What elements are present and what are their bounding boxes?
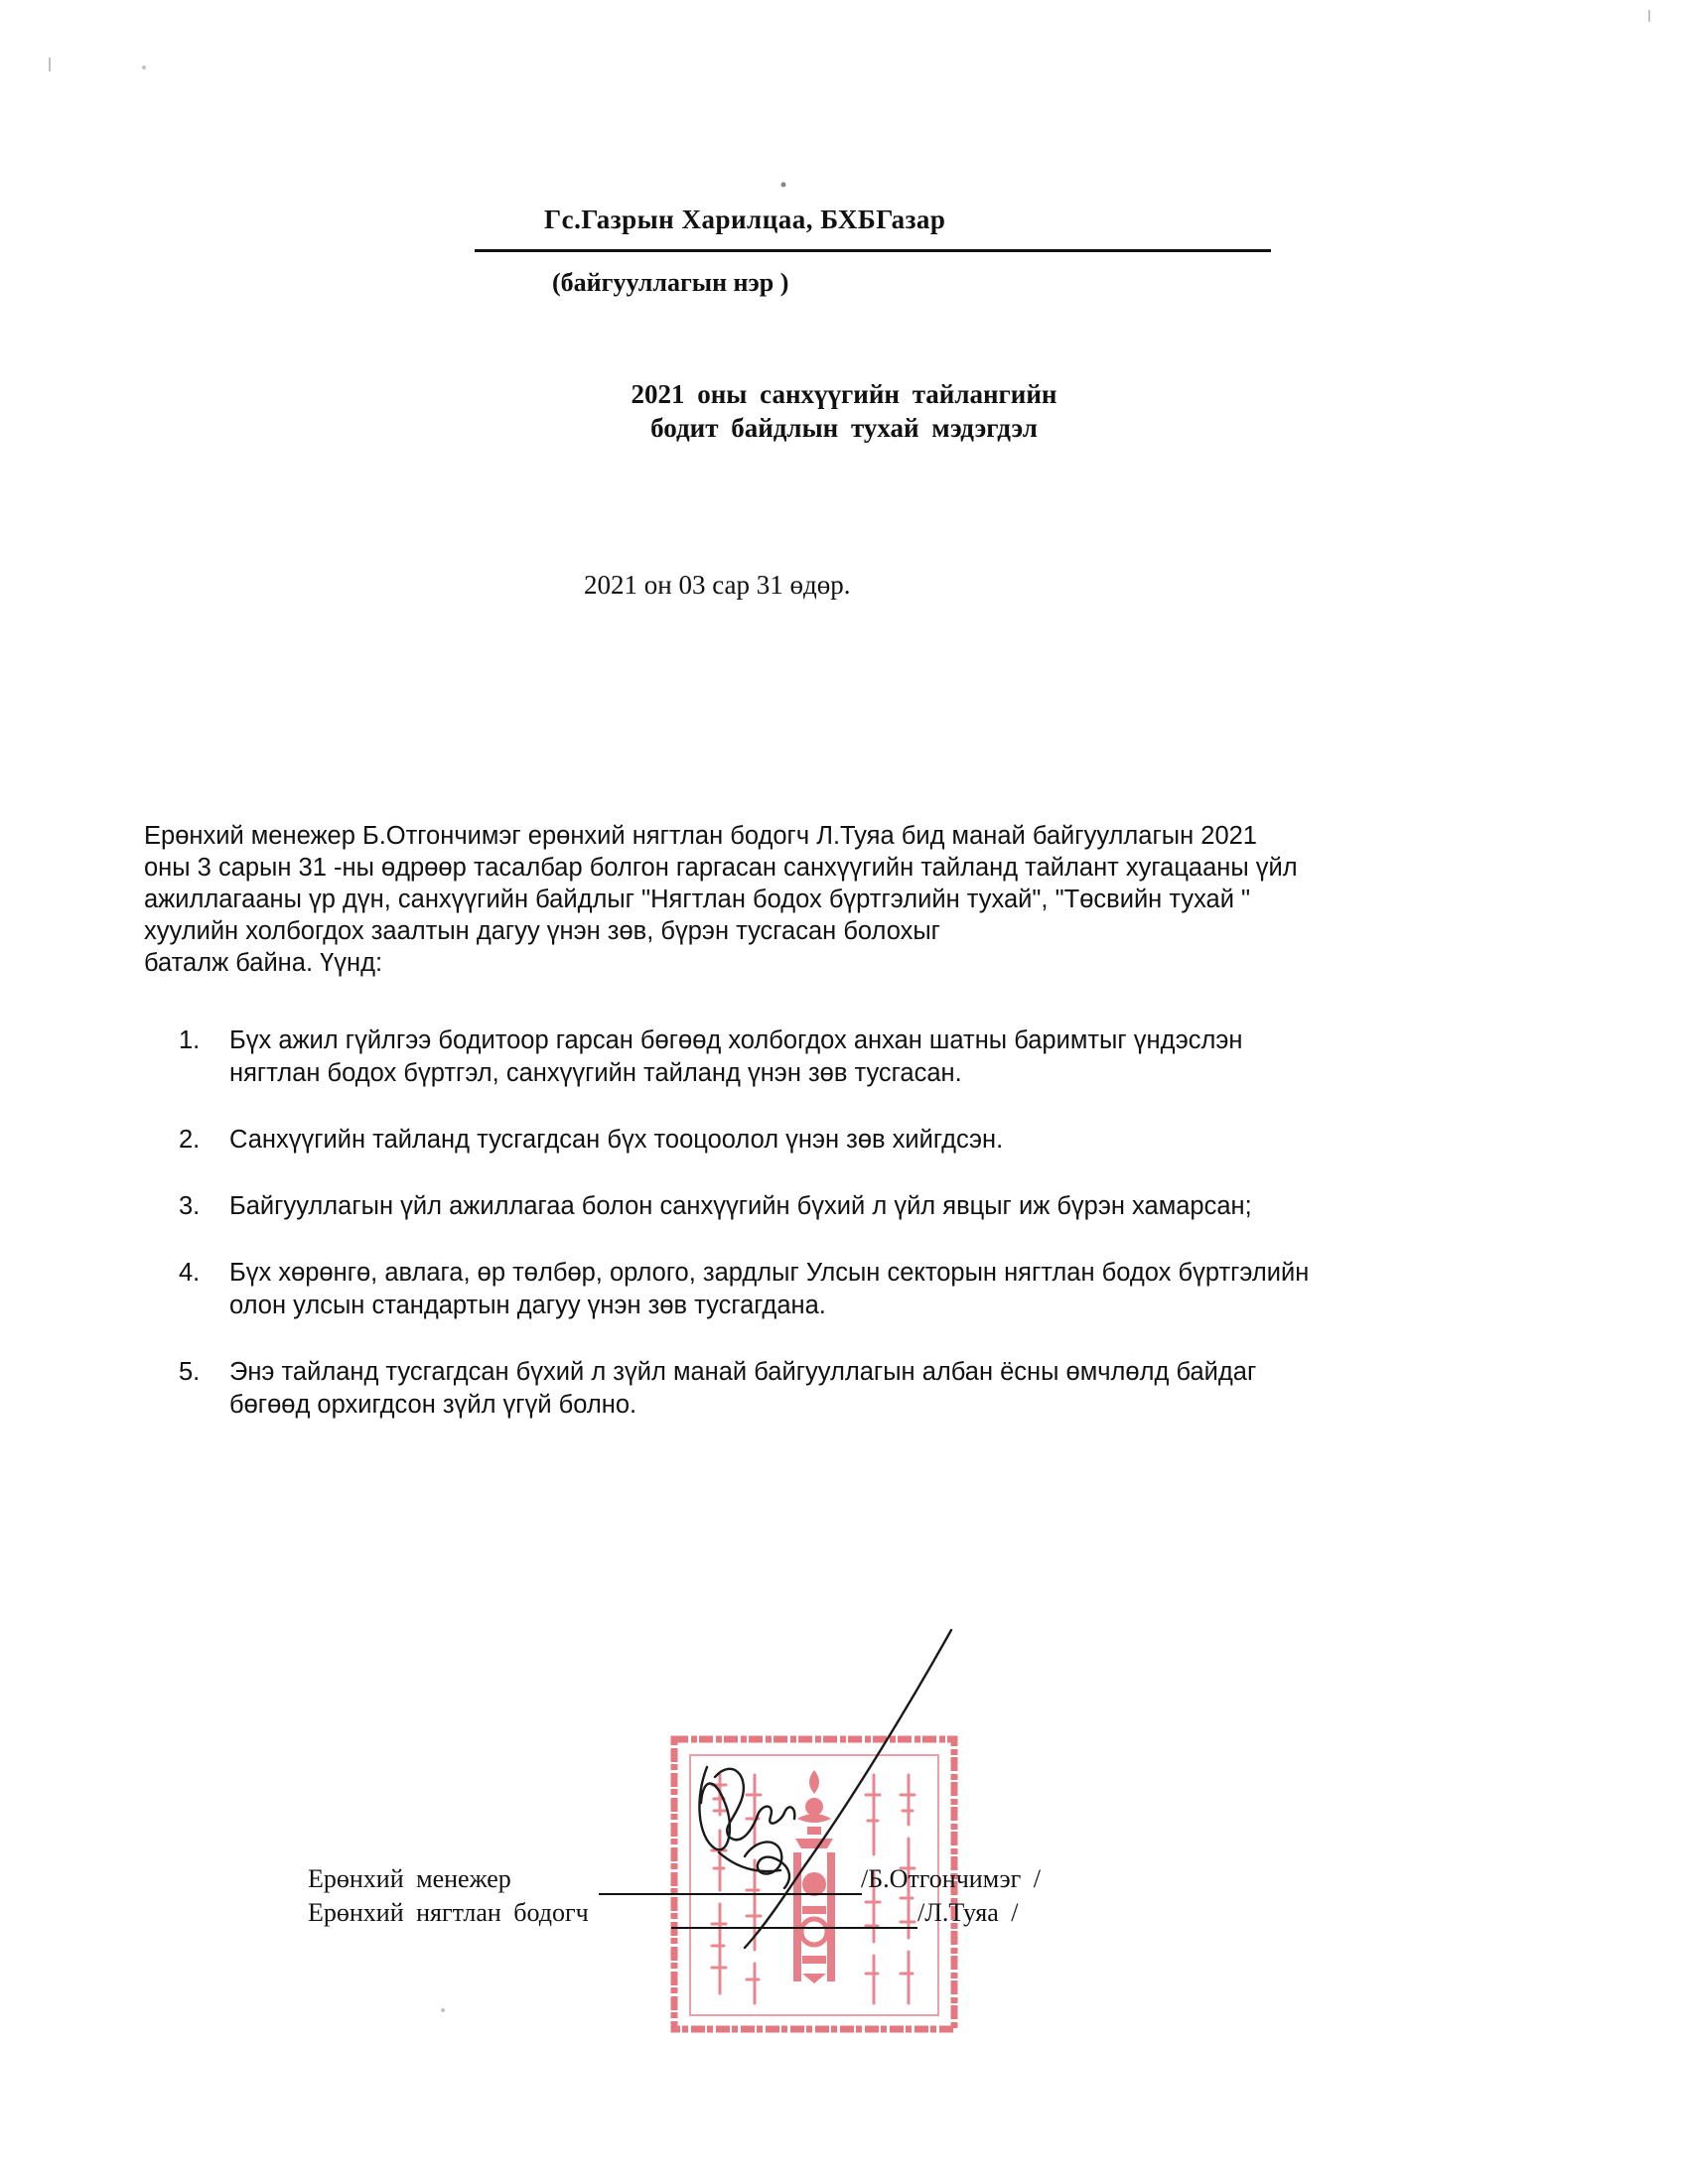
organization-name-text: Гс.Газрын Харилцаа, БХБГазар [544, 205, 946, 234]
list-item-number: 5. [179, 1358, 201, 1386]
list-item-number: 2. [179, 1126, 201, 1154]
list-item [179, 1024, 1470, 1090]
list-item-number: 1. [179, 1026, 201, 1054]
signature-role-accountant: Ерөнхий нягтлан бодогч [308, 1898, 589, 1927]
paragraph-line: хуулийн холбогдох заалтын дагуу үнэн зөв, бүрэн тусгасан болохыг [144, 917, 940, 945]
list-item-line: олон улсын стандартын дагуу үнэн зөв тусгагдана. [229, 1292, 826, 1319]
paragraph-line: ажиллагааны үр дүн, санхүүгийн байдлыг "Нягтлан бодох бүртгэлийн тухай", "Төсвийн тухай " [144, 886, 1251, 913]
list-item [179, 1257, 1470, 1322]
list-item-line: бөгөөд орхигдсон зүйл үгүй болно. [229, 1391, 637, 1419]
statement-paragraph [144, 820, 1504, 979]
paragraph-line: Ерөнхий менежер Б.Отгончимэг ерөнхий нягтлан бодогч Л.Туяа бид манай байгууллагын 2021 [144, 822, 1257, 850]
signature-line-accountant [671, 1927, 917, 1929]
list-item-line: Бүх хөрөнгө, авлага, өр төлбөр, орлого, зардлыг Улсын секторын нягтлан бодох бүртгэлийн [229, 1259, 1310, 1287]
document-title [0, 377, 1688, 445]
title-line-2: бодит байдлын тухай мэдэгдэл [650, 413, 1038, 443]
signature-name-manager: /Б.Отгончимэг / [861, 1864, 1042, 1893]
list-item-line: нягтлан бодох бүртгэл, санхүүгийн тайланд үнэн зөв тусгасан. [229, 1059, 962, 1087]
list-item-line: Бүх ажил гүйлгээ бодитоор гарсан бөгөөд холбогдох анхан шатны баримтыг үндэслэн [229, 1026, 1243, 1054]
list-item-line: Энэ тайланд тусгагдсан бүхий л зүйл манай байгууллагын албан ёсны өмчлөлд байдаг [229, 1358, 1257, 1386]
organization-underline [475, 249, 1271, 252]
list-item-number: 3. [179, 1192, 201, 1220]
list-item [179, 1356, 1470, 1422]
signature-role-manager: Ерөнхий менежер [308, 1864, 511, 1893]
list-item [179, 1190, 1470, 1223]
signature-line-manager [599, 1893, 862, 1895]
paragraph-line: оны 3 сарын 31 -ны өдрөөр тасалбар болгон гаргасан санхүүгийн тайланд тайлант хугацааны үйл [144, 854, 1298, 882]
list-item-number: 4. [179, 1259, 201, 1287]
title-line-1: 2021 оны санхүүгийн тайлангийн [631, 379, 1057, 409]
list-item [179, 1124, 1470, 1157]
list-item-line: Санхүүгийн тайланд тусгагдсан бүх тооцоолол үнэн зөв хийгдсэн. [229, 1126, 1004, 1154]
assertion-list [179, 1024, 1470, 1422]
signature-name-accountant: /Л.Туяа / [917, 1898, 1019, 1927]
list-item-line: Байгууллагын үйл ажиллагаа болон санхүүгийн бүхий л үйл явцыг иж бүрэн хамарсан; [229, 1192, 1252, 1220]
organization-caption: (байгууллагын нэр ) [552, 268, 789, 297]
paragraph-line: баталж байна. Үүнд: [144, 949, 383, 977]
document-date: 2021 он 03 сар 31 өдөр. [584, 570, 851, 600]
